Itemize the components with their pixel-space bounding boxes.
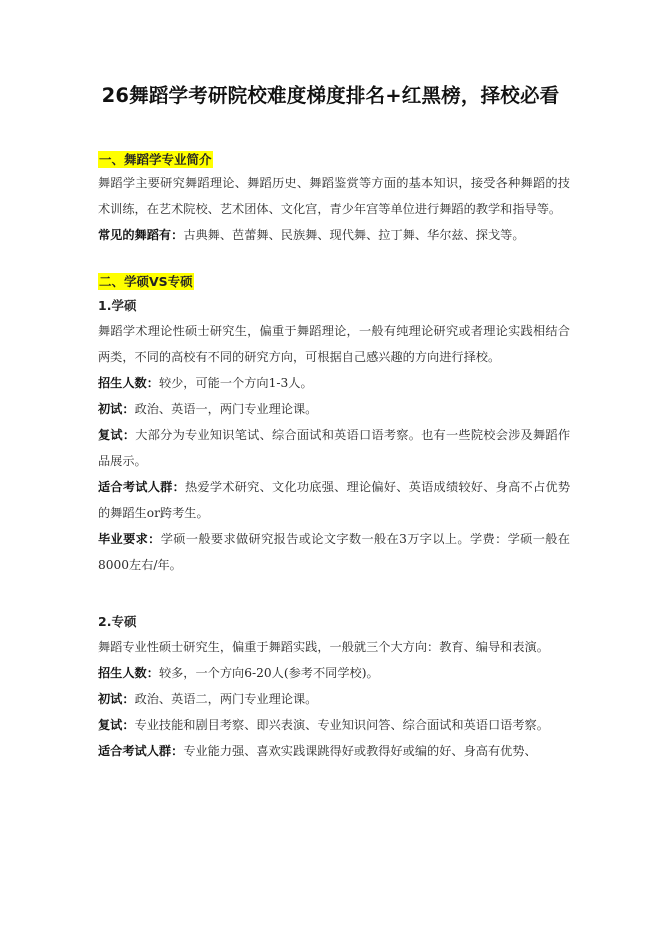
academic-intro-paragraph: 舞蹈学术理论性硕士研究生，偏重于舞蹈理论，一般有纯理论研究或者理论实践相结合两类，不同的高校有不同的研究方向，可根据自己感兴趣的方向进行择校。 xyxy=(98,324,570,364)
common-dances-paragraph xyxy=(98,222,570,248)
common-dances-label: 常见的舞蹈有： xyxy=(98,228,184,242)
subheading-professional: 2.专硕 xyxy=(98,614,137,629)
item-text: 专业技能和剧目考察、即兴表演、专业知识问答、综合面试和英语口语考察。 xyxy=(134,718,549,732)
item-text: 专业能力强、喜欢实践课跳得好或教得好或编的好、身高有优势、 xyxy=(183,744,537,758)
subheading-academic: 1.学硕 xyxy=(98,298,137,313)
professional-item-retest xyxy=(98,712,570,738)
item-label: 适合考试人群： xyxy=(98,480,185,494)
item-text: 学硕一般要求做研究报告或论文字数一般在3万字以上。学费：学硕一般在8000左右/年。 xyxy=(98,532,570,572)
professional-item-preliminary xyxy=(98,686,570,712)
item-label: 招生人数： xyxy=(98,666,159,680)
highlighted-heading-text: 一、舞蹈学专业简介 xyxy=(99,152,212,167)
item-text: 大部分为专业知识笔试、综合面试和英语口语考察。也有一些院校会涉及舞蹈作品展示。 xyxy=(98,428,571,468)
page-title: 26舞蹈学考研院校难度梯度排名+红黑榜，择校必看 xyxy=(101,84,560,107)
section-heading-comparison xyxy=(98,272,570,292)
academic-item-preliminary xyxy=(98,396,570,422)
academic-item-retest xyxy=(98,422,570,474)
item-text: 政治、英语一，两门专业理论课。 xyxy=(134,402,318,416)
document-body xyxy=(98,150,570,764)
item-text: 较多，一个方向6-20人(参考不同学校)。 xyxy=(158,666,379,680)
item-label: 适合考试人群： xyxy=(98,744,184,758)
professional-item-enrollment xyxy=(98,660,570,686)
highlighted-heading-text: 二、学硕VS专硕 xyxy=(99,274,193,289)
item-label: 复试： xyxy=(98,718,135,732)
item-label: 招生人数： xyxy=(98,376,159,390)
professional-intro-paragraph: 舞蹈专业性硕士研究生，偏重于舞蹈实践，一般就三个大方向：教育、编导和表演。 xyxy=(98,640,549,654)
academic-item-graduation xyxy=(98,526,570,578)
major-intro-paragraph: 舞蹈学主要研究舞蹈理论、舞蹈历史、舞蹈鉴赏等方面的基本知识，接受各种舞蹈的技术训练，在艺术院校、艺术团体、文化宫，青少年宫等单位进行舞蹈的教学和指导等。 xyxy=(98,176,570,216)
professional-item-suitable xyxy=(98,738,570,764)
item-label: 毕业要求： xyxy=(98,532,161,546)
academic-item-enrollment xyxy=(98,370,570,396)
item-label: 复试： xyxy=(98,428,136,442)
item-label: 初试： xyxy=(98,402,135,416)
item-text: 热爱学术研究、文化功底强、理论偏好、英语成绩较好、身高不占优势的舞蹈生or跨考生。 xyxy=(98,480,571,520)
academic-item-suitable xyxy=(98,474,570,526)
item-text: 较少，可能一个方向1-3人。 xyxy=(158,376,313,390)
section-heading-intro xyxy=(98,150,570,170)
item-text: 政治、英语二，两门专业理论课。 xyxy=(134,692,318,706)
common-dances-text: 古典舞、芭蕾舞、民族舞、现代舞、拉丁舞、华尔兹、探戈等。 xyxy=(183,228,525,242)
item-label: 初试： xyxy=(98,692,135,706)
